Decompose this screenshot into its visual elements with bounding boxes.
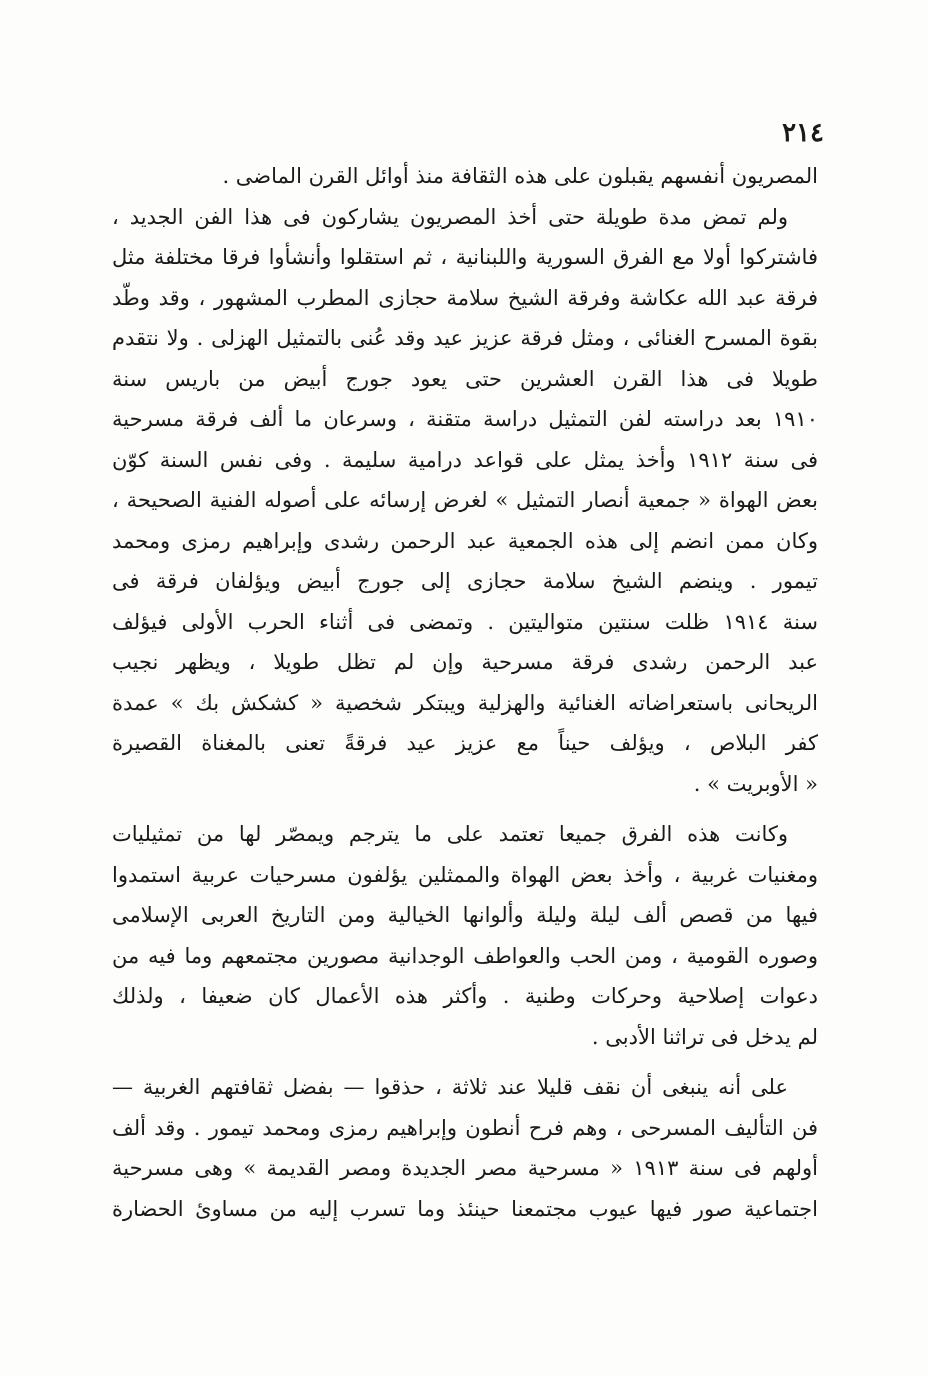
text-line: فاشتركوا أولا مع الفرق السورية واللبنانية ، ثم استقلوا وأنشأوا فرقا مختلفة مثل	[112, 245, 818, 269]
paragraph-spacer	[112, 1057, 818, 1067]
text-line: عبد الرحمن رشدى فرقة مسرحية وإن لم تظل طويلا ، ويظهر نجيب	[112, 650, 818, 674]
text-line: ومغنيات غربية ، وأخذ بعض الهواة والممثلين يؤلفون مسرحيات عربية استمدوا	[112, 862, 818, 887]
text-line: فن التأليف المسرحى ، وهم فرح أنطون وإبراهيم رمزى ومحمد تيمور . وقد ألف	[112, 1115, 818, 1140]
text-line: وكانت هذه الفرق جميعا تعتمد على ما يترجم ويمصّر لها من تمثيليات	[112, 822, 788, 846]
paragraph-spacer	[112, 804, 818, 814]
text-line: ١٩١٠ بعد دراسته لفن التمثيل دراسة متقنة ، وسرعان ما ألف فرقة مسرحية	[112, 407, 818, 431]
paragraph-2	[112, 197, 818, 805]
text-line: اجتماعية صور فيها عيوب مجتمعنا حينئذ وما تسرب إليه من مساوئ الحضارة	[112, 1196, 818, 1221]
text-line: أولهم فى سنة ١٩١٣ « مسرحية مصر الجديدة ومصر القديمة » وهى مسرحية	[112, 1156, 818, 1180]
text-line: بعض الهواة « جمعية أنصار التمثيل » لغرض إرسائه على أصوله الفنية الصحيحة ،	[112, 488, 818, 512]
paragraph-3	[112, 814, 818, 1057]
text-line: لم يدخل فى تراثنا الأدبى .	[591, 1024, 818, 1049]
text-line: المصريون أنفسهم يقبلون على هذه الثقافة منذ أوائل القرن الماضى .	[222, 164, 818, 188]
text-line: دعوات إصلاحية وحركات وطنية . وأكثر هذه الأعمال كان ضعيفا ، ولذلك	[112, 984, 818, 1008]
text-line: فيها من قصص ألف ليلة وليلة وألوانها الخيالية ومن التاريخ العربى الإسلامى	[112, 903, 818, 927]
text-line: فرقة عبد الله عكاشة وفرقة الشيخ سلامة حجازى المطرب المشهور ، وقد وطّد	[112, 285, 818, 310]
text-line: تيمور . وينضم الشيخ سلامة حجازى إلى جورج أبيض ويؤلفان فرقة فى	[112, 569, 818, 593]
text-line: ولم تمض مدة طويلة حتى أخذ المصريون يشاركون فى هذا الفن الجديد ،	[112, 204, 788, 229]
text-line: كفر البلاص ، ويؤلف حيناً مع عزيز عيد فرقةً تعنى بالمغناة القصيرة	[112, 731, 818, 755]
page-number: ٢١٤	[782, 118, 824, 148]
text-line: طويلا فى هذا القرن العشرين حتى يعود جورج أبيض من باريس سنة	[112, 366, 818, 391]
text-line: وصوره القومية ، ومن الحب والعواطف الوجدانية مصورين مجتمعهم وما فيه من	[112, 943, 818, 968]
paragraph-4	[112, 1067, 818, 1229]
text-line: على أنه ينبغى أن نقف قليلا عند ثلاثة ، حذقوا — بفضل ثقافتهم الغربية —	[112, 1075, 788, 1099]
paragraph-1	[112, 156, 818, 197]
text-line: فى سنة ١٩١٢ وأخذ يمثل على قواعد درامية سليمة . وفى نفس السنة كوّن	[112, 447, 818, 472]
text-line: سنة ١٩١٤ ظلت سنتين متواليتين . وتمضى فى أثناء الحرب الأولى فيؤلف	[112, 609, 818, 634]
text-line: بقوة المسرح الغنائى ، ومثل فرقة عزيز عيد وقد عُنى بالتمثيل الهزلى . ولا نتقدم	[112, 326, 818, 350]
text-line: « الأوبريت » .	[693, 771, 818, 796]
text-line: الريحانى باستعراضاته الغنائية والهزلية ويبتكر شخصية « كشكش بك » عمدة	[112, 690, 818, 715]
text-line: وكان ممن انضم إلى هذه الجمعية عبد الرحمن رشدى وإبراهيم رمزى ومحمد	[112, 528, 818, 553]
body-text	[112, 156, 818, 1229]
